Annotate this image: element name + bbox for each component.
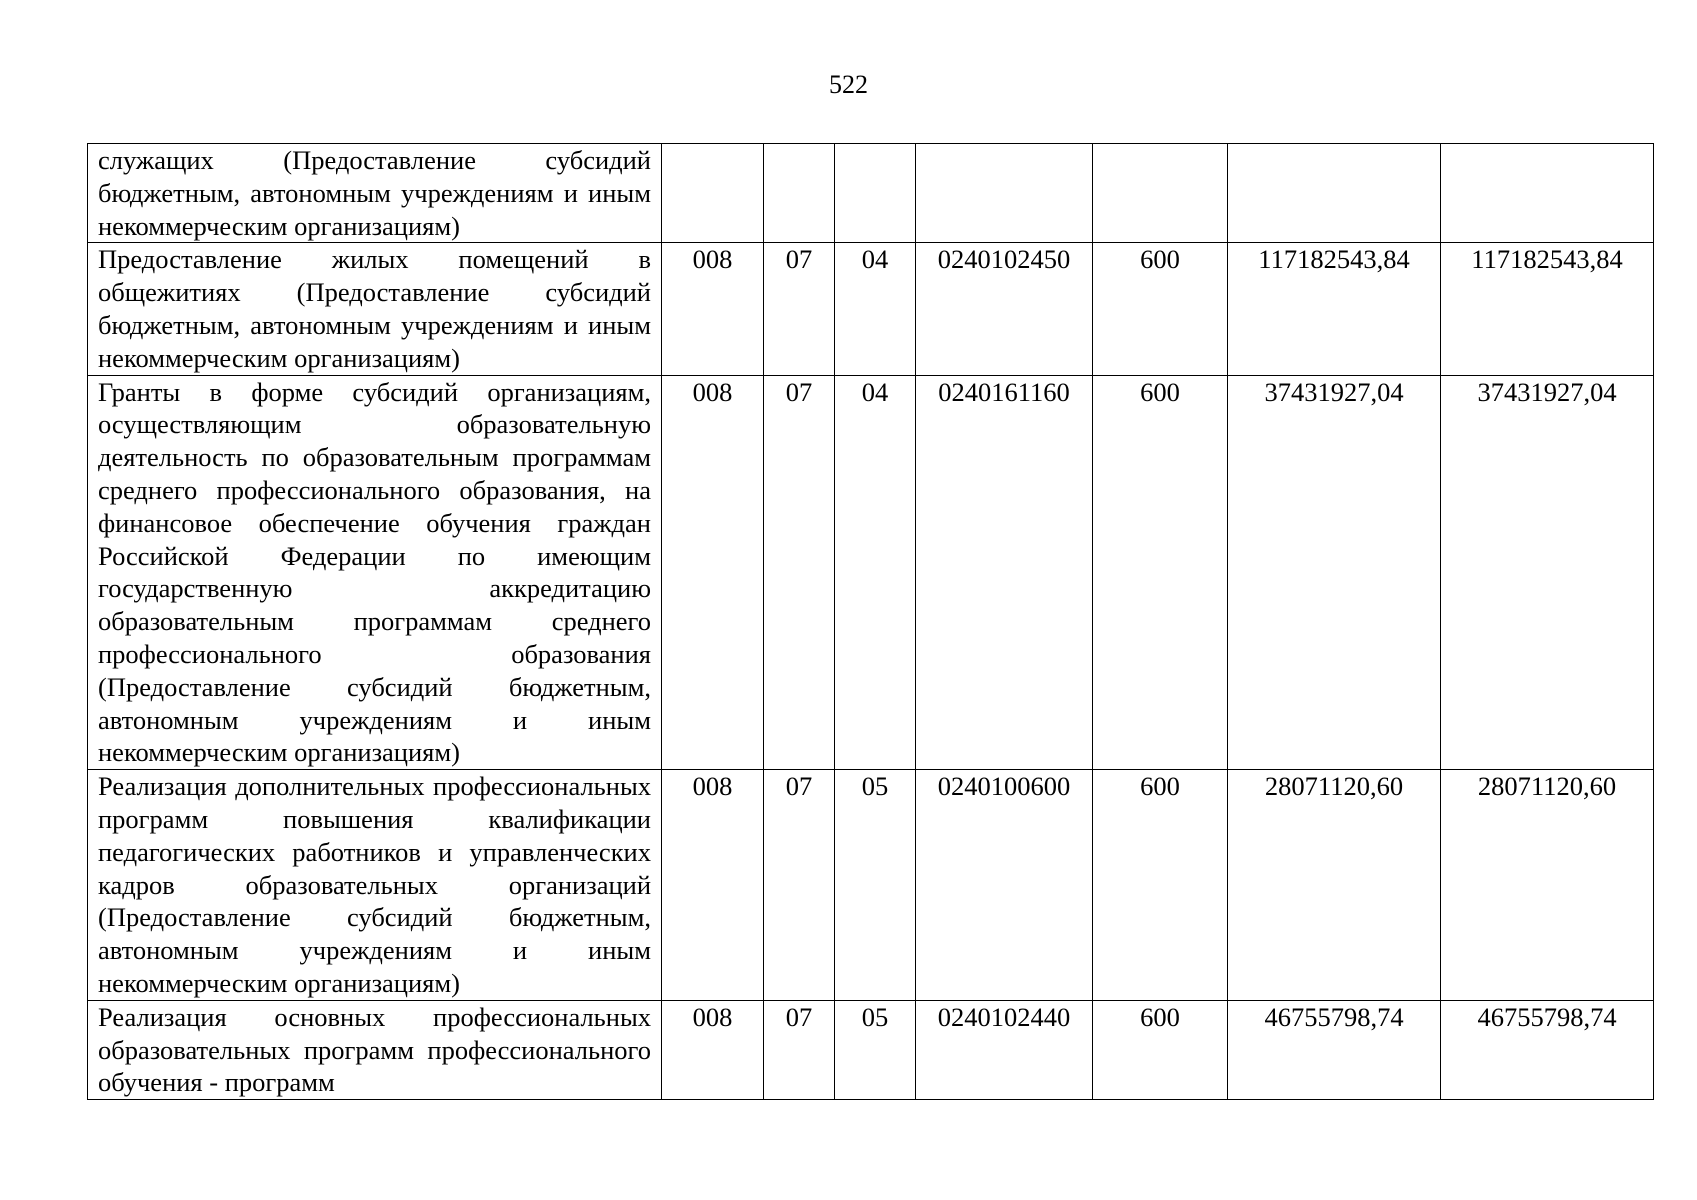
row-section-code bbox=[764, 144, 835, 243]
page-number: 522 bbox=[829, 70, 868, 99]
row-expense-type-code: 600 bbox=[1093, 243, 1228, 375]
row-target-item-code bbox=[916, 144, 1093, 243]
row-amount-2: 28071120,60 bbox=[1441, 770, 1654, 1001]
row-subsection-code: 05 bbox=[835, 1000, 916, 1099]
row-amount-1 bbox=[1228, 144, 1441, 243]
row-section-code: 07 bbox=[764, 375, 835, 770]
row-expense-type-code bbox=[1093, 144, 1228, 243]
row-grbs-code bbox=[662, 144, 764, 243]
row-description: Предоставление жилых помещений в общежитиях (Предоставление субсидий бюджетным, автономным учреждениям и иным некоммерческим организациям) bbox=[88, 243, 662, 375]
row-description: Гранты в форме субсидий организациям, осуществляющим образовательную деятельность по образовательным программам среднего профессионального образования, на финансовое обеспечение обучения граждан Российской Федерации по имеющим государственную аккредитацию образовательным программам среднего профессионального образования (Предоставление субсидий бюджетным, автономным учреждениям и иным некоммерческим организациям) bbox=[88, 375, 662, 770]
row-section-code: 07 bbox=[764, 1000, 835, 1099]
row-section-code: 07 bbox=[764, 770, 835, 1001]
row-description: служащих (Предоставление субсидий бюджетным, автономным учреждениям и иным некоммерческим организациям) bbox=[88, 144, 662, 243]
table-row bbox=[88, 770, 1654, 1001]
row-description: Реализация основных профессиональных образовательных программ профессионального обучения - программ bbox=[88, 1000, 662, 1099]
table-row bbox=[88, 243, 1654, 375]
row-amount-1: 28071120,60 bbox=[1228, 770, 1441, 1001]
row-amount-1: 37431927,04 bbox=[1228, 375, 1441, 770]
row-subsection-code bbox=[835, 144, 916, 243]
row-target-item-code: 0240161160 bbox=[916, 375, 1093, 770]
table-row bbox=[88, 1000, 1654, 1099]
table-row bbox=[88, 375, 1654, 770]
row-amount-1: 46755798,74 bbox=[1228, 1000, 1441, 1099]
row-subsection-code: 04 bbox=[835, 243, 916, 375]
row-grbs-code: 008 bbox=[662, 770, 764, 1001]
row-section-code: 07 bbox=[764, 243, 835, 375]
row-subsection-code: 04 bbox=[835, 375, 916, 770]
row-amount-1: 117182543,84 bbox=[1228, 243, 1441, 375]
row-grbs-code: 008 bbox=[662, 243, 764, 375]
row-target-item-code: 0240100600 bbox=[916, 770, 1093, 1001]
row-expense-type-code: 600 bbox=[1093, 1000, 1228, 1099]
row-subsection-code: 05 bbox=[835, 770, 916, 1001]
row-target-item-code: 0240102450 bbox=[916, 243, 1093, 375]
row-expense-type-code: 600 bbox=[1093, 375, 1228, 770]
row-grbs-code: 008 bbox=[662, 1000, 764, 1099]
row-description: Реализация дополнительных профессиональных программ повышения квалификации педагогических работников и управленческих кадров образовательных организаций (Предоставление субсидий бюджетным, автономным учреждениям и иным некоммерческим организациям) bbox=[88, 770, 662, 1001]
row-grbs-code: 008 bbox=[662, 375, 764, 770]
row-target-item-code: 0240102440 bbox=[916, 1000, 1093, 1099]
table-row bbox=[88, 144, 1654, 243]
row-amount-2: 46755798,74 bbox=[1441, 1000, 1654, 1099]
row-amount-2: 37431927,04 bbox=[1441, 375, 1654, 770]
row-amount-2: 117182543,84 bbox=[1441, 243, 1654, 375]
row-expense-type-code: 600 bbox=[1093, 770, 1228, 1001]
budget-table bbox=[87, 143, 1654, 1100]
row-amount-2 bbox=[1441, 144, 1654, 243]
